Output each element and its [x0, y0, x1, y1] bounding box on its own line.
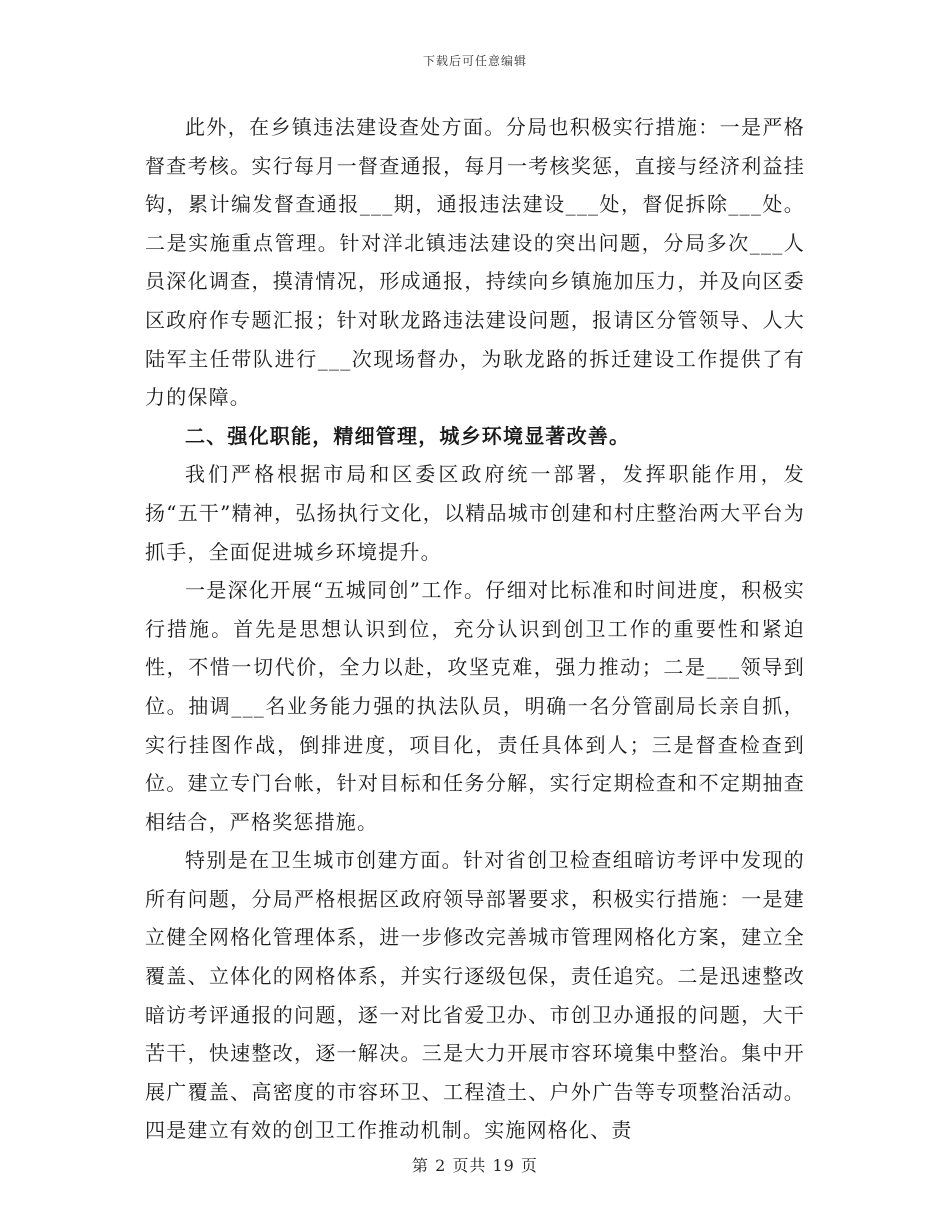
page-header: 下载后可任意编辑 [422, 54, 527, 68]
section-heading-two: 二、强化职能，精细管理，城乡环境显著改善。 [185, 423, 631, 448]
document-body [145, 108, 805, 1150]
paragraph-health-city: 特别是在卫生城市创建方面。针对省创卫检查组暗访考评中发现的所有问题，分局严格根据区政府领导部署要求，积极实行措施：一是建立健全网格化管理体系，进一步修改完善城市管理网格化方案，建立全覆盖、立体化的网格体系，并实行逐级包保，责任追究。二是迅速整改暗访考评通报的问题，逐一对比省爱卫办、市创卫办通报的问题，大干苦干，快速整改，逐一解决。三是大力开展市容环境集中整治。集中开展广覆盖、高密度的市容环卫、工程渣土、户外广告等专项整治活动。四是建立有效的创卫工作推动机制。实施网格化、责 [145, 848, 805, 1143]
paragraph-five-cities: 一是深化开展“五城同创”工作。仔细对比标准和时间进度，积极实行措施。首先是思想认识到位，充分认识到创卫工作的重要性和紧迫性，不惜一切代价，全力以赴，攻坚克难，强力推动；二是___领导到位。抽调___名业务能力强的执法队员，明确一名分管副局长亲自抓，实行挂图作战，倒排进度，项目化，责任具体到人；三是督查检查到位。建立专门台帐，针对目标和任务分解，实行定期检查和不定期抽查相结合，严格奖惩措施。 [145, 578, 805, 834]
page-number-footer: 第 2 页共 19 页 [412, 1156, 538, 1175]
paragraph-rural-illegal-construction: 此外，在乡镇违法建设查处方面。分局也积极实行措施：一是严格督查考核。实行每月一督查通报，每月一考核奖惩，直接与经济利益挂钩，累计编发督查通报___期，通报违法建设___处，督促拆除___处。二是实施重点管理。针对洋北镇违法建设的突出问题，分局多次___人员深化调查，摸清情况，形成通报，持续向乡镇施加压力，并及向区委区政府作专题汇报；针对耿龙路违法建设问题，报请区分管领导、人大陆军主任带队进行___次现场督办，为耿龙路的拆迁建设工作提供了有力的保障。 [145, 115, 805, 410]
paragraph-unified-deployment: 我们严格根据市局和区委区政府统一部署，发挥职能作用，发扬“五干”精神，弘扬执行文化，以精品城市创建和村庄整治两大平台为抓手，全面促进城乡环境提升。 [145, 462, 805, 564]
